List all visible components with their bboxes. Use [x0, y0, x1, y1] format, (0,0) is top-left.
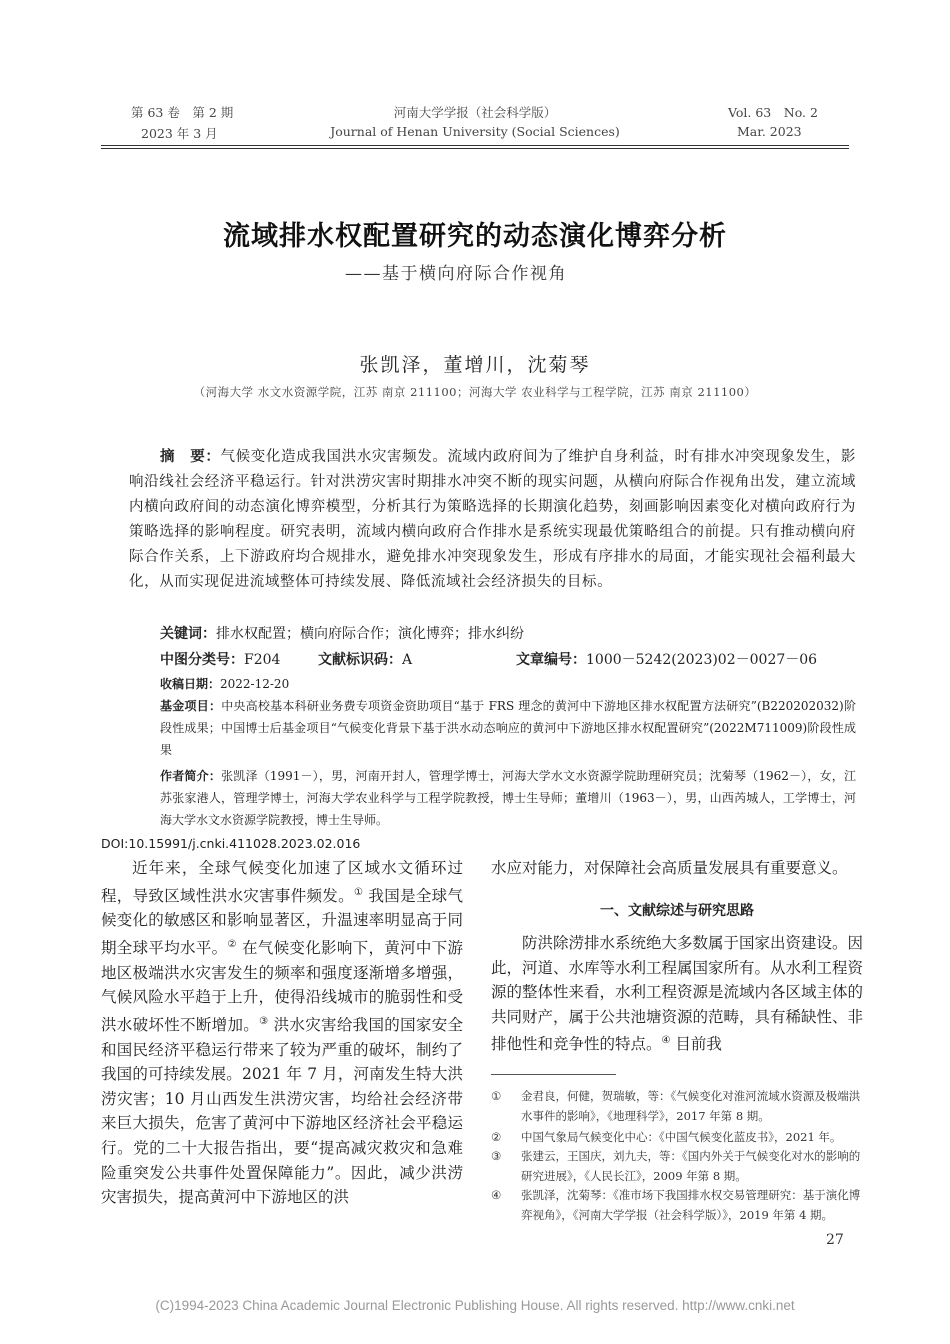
- header-journal-cn: 河南大学学报（社会科学版）: [393, 105, 557, 120]
- abstract-label: 摘 要：: [160, 449, 221, 465]
- doc-code-value: A: [402, 652, 413, 668]
- footnote-separator: [491, 1074, 616, 1075]
- footnote-number: ①: [491, 1089, 502, 1103]
- body-right-column: [491, 931, 863, 1057]
- footnote-2: [491, 1128, 863, 1148]
- paper-affiliation: （河海大学 水文水资源学院，江苏 南京 211100；河海大学 农业科学与工程学院，江苏 南京 211100）: [193, 385, 757, 399]
- body-paragraph: 近年来，全球气候变化加速了区域水文循环过程，导致区域性洪水灾害事件频发。① 我国是全球气候变化的敏感区和影响显著区，升温速率明显高于同期全球平均水平。② 在气候变化影响下，黄河中下游地区极端洪水灾害发生的频率和强度逐渐增多增强，气候风险水平趋于上升，使得沿线城市的脆弱性和受洪水破坏性不断增加。③ 洪水灾害给我国的国家安全和国民经济平稳运行带来了较为严重的破坏，制约了我国的可持续发展。2021 年 7 月，河南发生特大洪涝灾害；10 月山西发生洪涝灾害，均给社会经济带来巨大损失，危害了黄河中下游地区经济社会平稳运行。党的二十大报告指出，要“提高减灾救灾和急难险重突发公共事件处置保障能力”。因此，减少洪涝灾害损失，提高黄河中下游地区的洪: [101, 859, 463, 1207]
- article-number-value: 1000－5242(2023)02－0027－06: [586, 652, 818, 668]
- footnote-text: 中国气象局气候变化中心：《中国气候变化蓝皮书》，2021 年。: [521, 1130, 842, 1144]
- fund-text: 中央高校基本科研业务费专项资金资助项目“基于 FRS 理念的黄河中下游地区排水权配置方法研究”(B220202032)阶段性成果；中国博士后基金项目“气候变化背景下基于洪水动态响应的黄河中下游地区排水权配置研究”(2022M711009)阶段性成果: [160, 699, 856, 757]
- fund-label: 基金项目：: [160, 699, 222, 713]
- footnote-ref-4[interactable]: ④: [661, 1035, 671, 1047]
- doc-code: [318, 650, 518, 671]
- footnote-4: [491, 1186, 863, 1225]
- received-value: 2022-12-20: [220, 677, 290, 691]
- footnote-ref-1[interactable]: ①: [353, 886, 364, 898]
- footnote-number: ④: [491, 1188, 502, 1202]
- header-rule-bottom: [101, 148, 849, 149]
- bio-text: 张凯泽（1991－），男，河南开封人，管理学博士，河海大学水文水资源学院助理研究员；沈菊琴（1962－），女，江苏张家港人，管理学博士，河海大学农业科学与工程学院教授，博士生导师；董增川（1963－），男，山西芮城人，工学博士，河海大学水文水资源学院教授，博士生导师。: [160, 769, 856, 827]
- clc-label: 中图分类号：: [160, 652, 244, 668]
- footnote-3: [491, 1147, 863, 1186]
- footnote-number: ③: [491, 1149, 502, 1163]
- footnote-ref-2[interactable]: ②: [227, 938, 237, 950]
- body-right-continuation: 水应对能力，对保障社会高质量发展具有重要意义。: [491, 859, 848, 877]
- paper-authors: 张凯泽，董增川，沈菊琴: [359, 354, 591, 376]
- abstract-text: 气候变化造成我国洪水灾害频发。流域内政府间为了维护自身利益，时有排水冲突现象发生，影响沿线社会经济平稳运行。针对洪涝灾害时期排水冲突不断的现实问题，从横向府际合作视角出发，建立流域内横向政府间的动态演化博弈模型，分析其行为策略选择的长期演化趋势，刻画影响因素变化对横向政府行为策略选择的影响程度。研究表明，流域内横向政府合作排水是系统实现最优策略组合的前提。只有推动横向府际合作关系，上下游政府均合规排水，避免排水冲突现象发生，形成有序排水的局面，才能实现社会福利最大化，从而实现促进流域整体可持续发展、降低流域社会经济损失的目标。: [129, 449, 856, 590]
- header-journal-en: Journal of Henan University (Social Sciences): [330, 124, 620, 139]
- header-volume-issue: 第 63 卷 第 2 期: [131, 105, 234, 120]
- paper-subtitle: ——基于横向府际合作视角: [345, 264, 567, 284]
- doc-code-label: 文献标识码：: [318, 652, 402, 668]
- header-volume-issue-en: Vol. 63 No. 2: [728, 105, 818, 120]
- keywords: [160, 624, 856, 645]
- footnote-text: 金君良，何健，贺瑞敏，等：《气候变化对淮河流域水资源及极端洪水事件的影响》，《地理科学》，2017 年第 8 期。: [521, 1089, 861, 1123]
- doi: DOI:10.15991/j.cnki.411028.2023.02.016: [101, 836, 361, 851]
- body-left-column: [101, 856, 463, 1210]
- received-label: 收稿日期：: [160, 677, 221, 691]
- body-paragraph: 防洪除涝排水系统绝大多数属于国家出资建设。因此，河道、水库等水利工程属国家所有。从水利工程资源的整体性来看，水利工程资源是流域内各区域主体的共同财产，属于公共池塘资源的范畴，具有稀缺性、非排他性和竞争性的特点。④ 目前我: [491, 934, 864, 1054]
- header-date: 2023 年 3 月: [141, 126, 218, 141]
- clc-value: F204: [244, 652, 281, 668]
- page-number: 27: [826, 1232, 844, 1248]
- keywords-text: 排水权配置；横向府际合作；演化博弈；排水纠纷: [216, 626, 524, 642]
- received-date: [160, 673, 856, 695]
- bio-label: 作者简介：: [160, 769, 222, 783]
- copyright-footer: (C)1994-2023 China Academic Journal Electronic Publishing House. All rights reserved. http://www.cnki.net: [155, 1298, 795, 1313]
- footnote-text: 张凯泽，沈菊琴：《准市场下我国排水权交易管理研究：基于演化博弈视角》，《河南大学学报（社会科学版）》，2019 年第 4 期。: [521, 1188, 861, 1222]
- footnote-ref-3[interactable]: ③: [259, 1015, 269, 1027]
- section-heading: 一、文献综述与研究思路: [600, 903, 754, 919]
- fund-info: [160, 695, 856, 761]
- article-number: [516, 650, 856, 671]
- header-date-en: Mar. 2023: [737, 124, 802, 139]
- footnote-number: ②: [491, 1130, 502, 1144]
- footnote-1: [491, 1087, 863, 1126]
- footnote-text: 张建云，王国庆，刘九夫，等：《国内外关于气候变化对水的影响的研究进展》，《人民长江》，2009 年第 8 期。: [521, 1149, 861, 1183]
- abstract: [129, 445, 856, 595]
- article-number-label: 文章编号：: [516, 652, 586, 668]
- author-bio: [160, 765, 856, 831]
- paper-title: 流域排水权配置研究的动态演化博弈分析: [223, 221, 727, 252]
- keywords-label: 关键词：: [160, 626, 216, 642]
- header-rule-top: [101, 145, 849, 146]
